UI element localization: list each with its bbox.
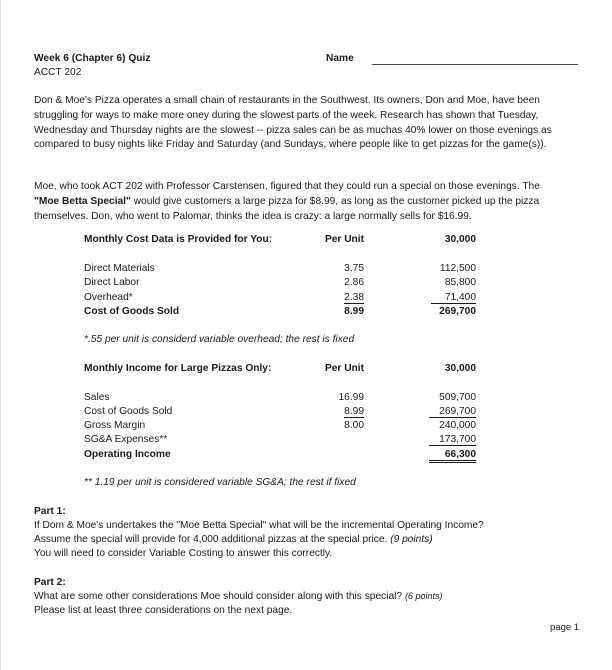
cost-row-unit: 8.99 — [344, 306, 364, 317]
quiz-title: Week 6 (Chapter 6) Quiz — [34, 53, 151, 64]
cost-footnote: *.55 per unit is considerd variable overhead; the rest is fixed — [84, 334, 355, 345]
cost-col-unit-header: Per Unit — [324, 234, 364, 245]
income-row-label: Sales — [84, 392, 110, 403]
income-row-total: 66,300 — [429, 449, 476, 463]
income-row-unit: 8.99 — [344, 406, 364, 417]
part2-label: Part 2: — [34, 577, 66, 588]
part1-hint: You will need to consider Variable Costing to answer this correctly. — [34, 548, 333, 559]
part1-label: Part 1: — [34, 506, 66, 517]
income-row-total: 269,700 — [429, 406, 476, 418]
income-table-heading: Monthly Income for Large Pizzas Only: — [84, 363, 272, 374]
part2-question: What are some other considerations Moe should consider along with this special? (6 points) — [34, 591, 443, 602]
cost-row-unit: 3.75 — [344, 263, 364, 274]
cost-row-label: Direct Materials — [84, 263, 155, 274]
income-row-label: Operating Income — [84, 449, 171, 460]
income-row-total: 509,700 — [439, 392, 476, 403]
income-row-label: Gross Margin — [84, 420, 146, 431]
income-row-unit: 8.00 — [344, 420, 364, 431]
income-row-total: 240,000 — [439, 420, 476, 431]
course-code: ACCT 202 — [34, 67, 82, 78]
page-left-edge — [0, 0, 1, 670]
cost-col-total-header: 30,000 — [444, 234, 476, 245]
special-name: "Moe Betta Special" — [34, 195, 131, 207]
income-row-total: 173,700 — [429, 434, 476, 446]
part2-instruction: Please list at least three considerations on the next page. — [34, 605, 293, 616]
part1-question: If Dom & Moe's undertakes the "Moe Betta Special" what will be the incremental Operating Income? — [34, 520, 484, 531]
name-label: Name — [326, 53, 354, 64]
income-row-label: SG&A Expenses** — [84, 434, 168, 445]
part1-points: (9 points) — [390, 534, 433, 545]
intro-paragraph-1: Don & Moe's Pizza operates a small chain of restaurants in the Southwest. Its owners, Don and Moe, have been struggling for ways to make more oney during the slowest parts of the week. Research has shown that Tuesday, Wednesday and Thursday nights are the slowest -- pizza sales can be as muchas 40% lower on those evenings as compared to busy nights like Friday and Saturday (and Sundays, where people like to get pizzas for the game(s)). — [34, 95, 552, 151]
page-number: page 1 — [550, 622, 580, 633]
income-footnote: ** 1.19 per unit is considered variable SG&A; the rest if fixed — [84, 477, 356, 488]
cost-row-unit: 2.38 — [344, 292, 364, 303]
cost-row-unit: 2.86 — [344, 277, 364, 288]
part1-assumption: Assume the special will provide for 4,000 additional pizzas at the special price. (9 points) — [34, 534, 433, 545]
income-col-total-header: 30,000 — [444, 363, 476, 374]
part2-points: (6 points) — [404, 591, 443, 601]
cost-row-label: Overhead* — [84, 292, 133, 303]
cost-row-total: 269,700 — [439, 306, 476, 317]
cost-table-heading: Monthly Cost Data is Provided for You: — [84, 234, 273, 245]
cost-row-total: 112,500 — [439, 263, 476, 274]
cost-row-label: Direct Labor — [84, 277, 140, 288]
income-row-unit: 16.99 — [338, 392, 364, 403]
income-row-label: Cost of Goods Sold — [84, 406, 173, 417]
intro-paragraph-2: Moe, who took ACT 202 with Professor Carstensen, figured that they could run a special on those evenings. The "Moe Betta Special" would give customers a large pizza for $8.99, as long as the customer picked up the pizza themselves. Don, who went to Palomar, thinks the idea is crazy: a large normally sells for $16.99. — [34, 181, 540, 222]
cost-row-label: Cost of Goods Sold — [84, 306, 180, 317]
name-blank-line[interactable] — [372, 64, 578, 65]
cost-row-total: 85,800 — [444, 277, 476, 288]
cost-row-total: 71,400 — [431, 292, 476, 304]
income-col-unit-header: Per Unit — [324, 363, 364, 374]
